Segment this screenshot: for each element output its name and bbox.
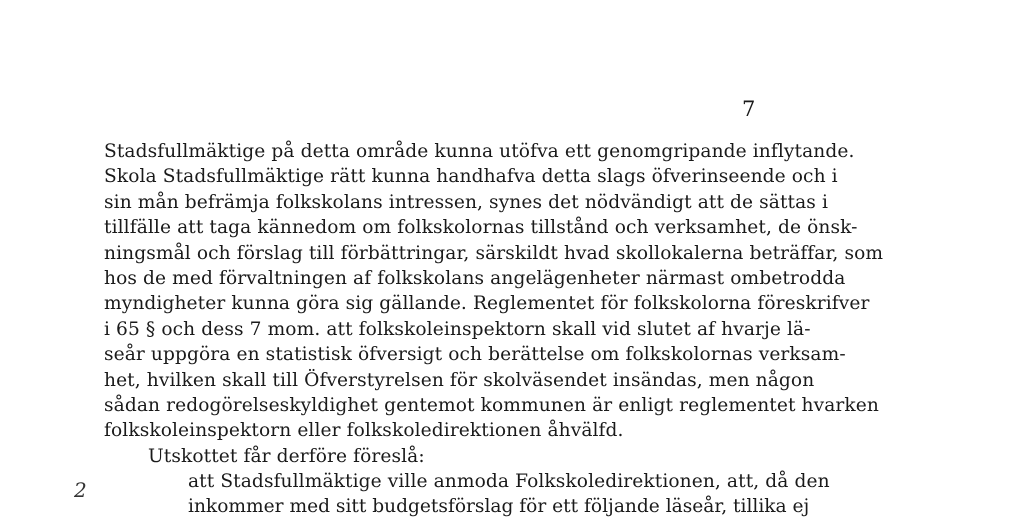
text-line: het, hvilken skall till Öfverstyrelsen för skolväsendet insändas, men någon: [104, 369, 815, 391]
text-line: Skola Stadsfullmäktige rätt kunna handhafva detta slags öfverinseende och i: [104, 166, 838, 188]
margin-mark: 2: [74, 478, 87, 502]
text-line: i 65 § och dess 7 mom. att folkskoleinspektorn skall vid slutet af hvarje lä-: [104, 318, 811, 340]
proposal-line: att Stadsfullmäktige ville anmoda Folkskoledirektionen, att, då den: [188, 471, 830, 493]
text-line: tillfälle att taga kännedom om folkskolornas tillstånd och verksamhet, de önsk-: [104, 217, 858, 239]
body-text: [104, 139, 884, 520]
proposal-intro: Utskottet får derföre föreslå:: [148, 445, 425, 467]
text-line: myndigheter kunna göra sig gällande. Reglementet för folkskolorna föreskrifver: [104, 293, 870, 315]
text-line: Stadsfullmäktige på detta område kunna utöfva ett genomgripande inflytande.: [104, 141, 855, 162]
text-line: folkskoleinspektorn eller folkskoledirektionen åhvälfd.: [104, 420, 624, 442]
page-number: 7: [742, 97, 756, 121]
text-line: seår uppgöra en statistisk öfversigt och berättelse om folkskolornas verksam-: [104, 344, 846, 366]
text-line: sådan redogörelseskyldighet gentemot kommunen är enligt reglementet hvarken: [104, 394, 879, 416]
text-line: hos de med förvaltningen af folkskolans angelägenheter närmast ombetrodda: [104, 267, 846, 289]
text-line: ningsmål och förslag till förbättringar, särskildt hvad skollokalerna beträffar, som: [104, 242, 884, 264]
proposal-line: inkommer med sitt budgetsförslag för ett följande läseår, tillika ej: [188, 496, 810, 518]
text-line: sin mån befrämja folkskolans intressen, synes det nödvändigt att de sättas i: [104, 191, 829, 213]
